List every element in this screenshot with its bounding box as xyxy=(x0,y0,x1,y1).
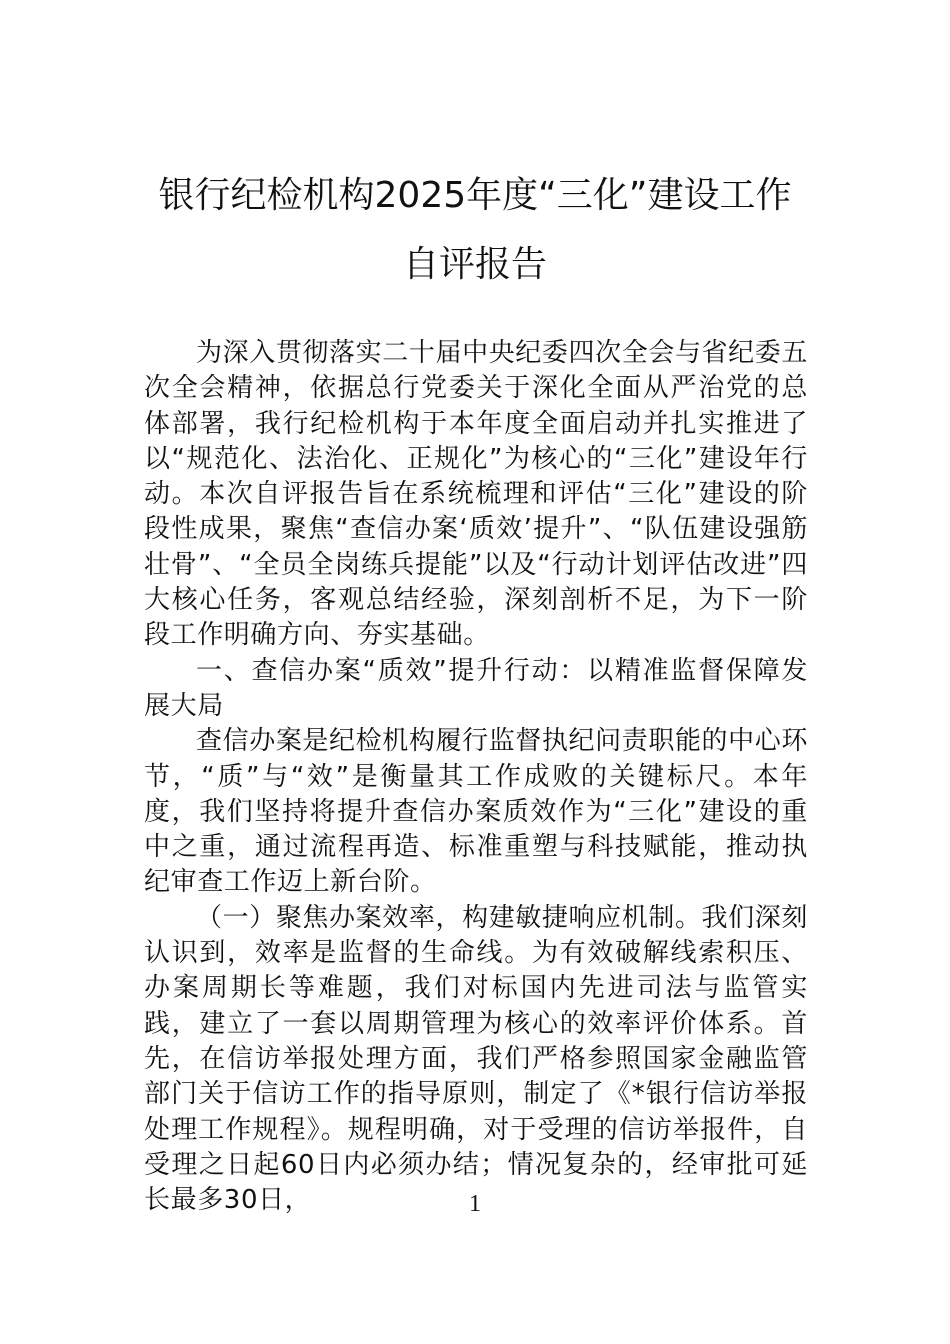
subsection-paragraph: （一）聚焦办案效率，构建敏捷响应机制。我们深刻认识到，效率是监督的生命线。为有效破解线索积压、办案周期长等难题，我们对标国内先进司法与监管实践，建立了一套以周期管理为核心的效率评价体系。首先，在信访举报处理方面，我们严格参照国家金融监管部门关于信访工作的指导原则，制定了《*银行信访举报处理工作规程》。规程明确，对于受理的信访举报件，自受理之日起60日内必须办结；情况复杂的，经审批可延长最多30日， xyxy=(144,902,808,1216)
section-heading: 一、查信办案“质效”提升行动：以精准监督保障发展大局 xyxy=(144,655,808,721)
document-title-line-1: 银行纪检机构2025年度“三化”建设工作 xyxy=(158,175,792,216)
document-title-line-2: 自评报告 xyxy=(402,244,547,285)
intro-paragraph: 为深入贯彻落实二十届中央纪委四次全会与省纪委五次全会精神，依据总行党委关于深化全面从严治党的总体部署，我行纪检机构于本年度全面启动并扎实推进了以“规范化、法治化、正规化”为核心的“三化”建设年行动。本次自评报告旨在系统梳理和评估“三化”建设的阶段性成果，聚焦“查信办案‘质效’提升”、“队伍建设强筋壮骨”、“全员全岗练兵提能”以及“行动计划评估改进”四大核心任务，客观总结经验，深刻剖析不足，为下一阶段工作明确方向、夯实基础。 xyxy=(144,338,808,651)
section-paragraph: 查信办案是纪检机构履行监督执纪问责职能的中心环节，“质”与“效”是衡量其工作成败的关键标尺。本年度，我们坚持将提升查信办案质效作为“三化”建设的重中之重，通过流程再造、标准重塑与科技赋能，推动执纪审查工作迈上新台阶。 xyxy=(144,726,808,898)
page-number: 1 xyxy=(469,1191,481,1217)
document-body xyxy=(144,336,808,1218)
